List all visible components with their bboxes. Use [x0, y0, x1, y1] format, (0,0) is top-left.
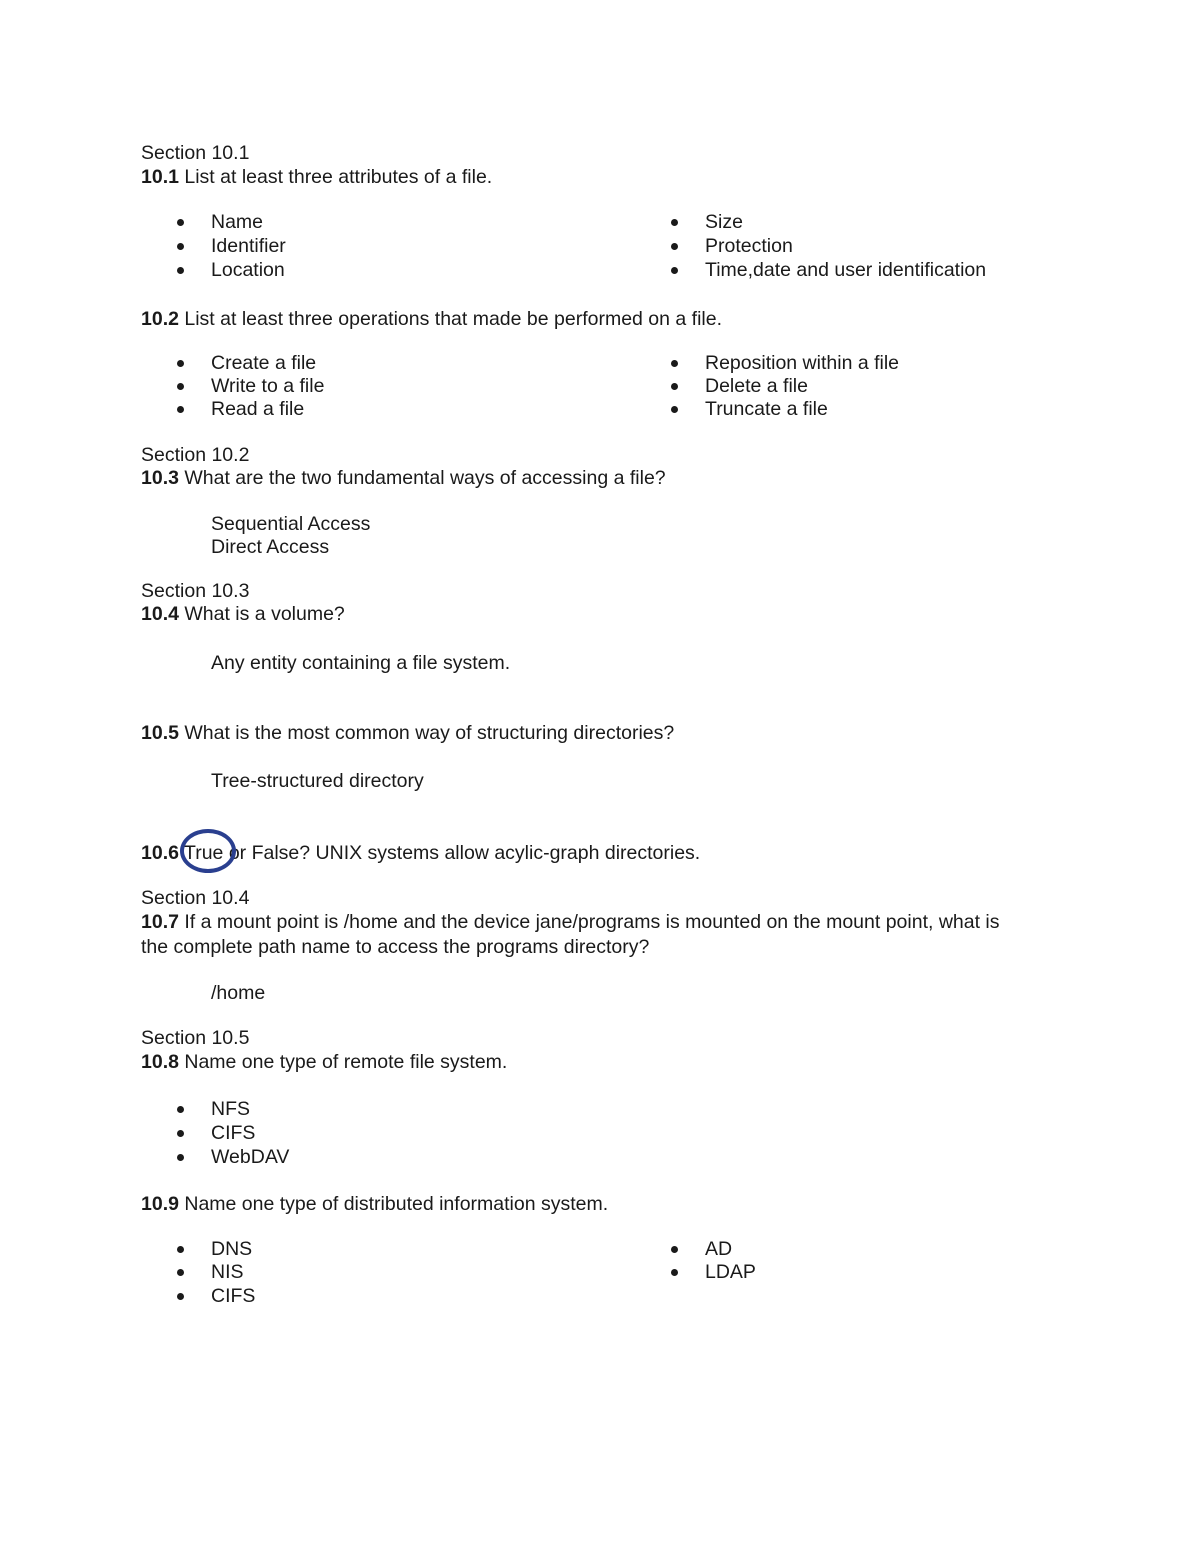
list-item: WebDAV [211, 1146, 290, 1168]
section-heading: Section 10.4 [141, 887, 250, 909]
question-10-7 [141, 913, 1000, 933]
bullet-icon [671, 1269, 678, 1276]
list-item: Read a file [211, 398, 305, 420]
answer-text: Sequential Access [211, 513, 371, 535]
question-text: What are the two fundamental ways of accessing a file? [184, 467, 666, 489]
list-item: Identifier [211, 235, 286, 257]
question-text: Name one type of remote file system. [184, 1051, 508, 1073]
list-item: CIFS [211, 1122, 256, 1144]
question-number: 10.9 [141, 1193, 179, 1215]
bullet-icon [177, 1246, 184, 1253]
bullet-icon [671, 243, 678, 250]
answer-text: Any entity containing a file system. [211, 652, 511, 674]
list-item: LDAP [705, 1261, 756, 1283]
bullet-icon [177, 1154, 184, 1161]
bullet-icon [177, 1269, 184, 1276]
list-item: AD [705, 1238, 733, 1260]
bullet-icon [177, 406, 184, 413]
question-text-continued: the complete path name to access the programs directory? [141, 936, 650, 958]
list-item: Name [211, 211, 264, 233]
bullet-icon [671, 406, 678, 413]
question-10-9 [141, 1195, 608, 1215]
list-item: CIFS [211, 1285, 256, 1307]
bullet-icon [177, 1106, 184, 1113]
list-item: DNS [211, 1238, 253, 1260]
bullet-icon [177, 1130, 184, 1137]
list-item: NFS [211, 1098, 250, 1120]
question-number: 10.3 [141, 467, 179, 489]
bullet-icon [177, 267, 184, 274]
question-10-3 [141, 469, 666, 489]
list-item: Truncate a file [705, 398, 828, 420]
question-10-5 [141, 724, 674, 744]
question-number: 10.1 [141, 166, 179, 188]
bullet-icon [177, 243, 184, 250]
question-number: 10.4 [141, 603, 179, 625]
list-item: NIS [211, 1261, 244, 1283]
bullet-icon [177, 219, 184, 226]
question-text: If a mount point is /home and the device jane/programs is mounted on the mount point, what is [184, 911, 1000, 933]
bullet-icon [671, 1246, 678, 1253]
question-number: 10.8 [141, 1051, 179, 1073]
list-item: Reposition within a file [705, 352, 900, 374]
question-number: 10.7 [141, 911, 179, 933]
list-item: Create a file [211, 352, 317, 374]
list-item: Time,date and user identification [705, 259, 987, 281]
question-text: or False? UNIX systems allow acylic-graph directories. [228, 842, 701, 864]
section-heading: Section 10.1 [141, 142, 250, 164]
question-number: 10.2 [141, 308, 179, 330]
question-text: What is the most common way of structuring directories? [184, 722, 675, 744]
bullet-icon [671, 360, 678, 367]
list-item: Location [211, 259, 285, 281]
list-item: Write to a file [211, 375, 325, 397]
list-item: Delete a file [705, 375, 808, 397]
question-10-8 [141, 1053, 507, 1073]
bullet-icon [671, 383, 678, 390]
answer-text: Direct Access [211, 536, 330, 558]
answer-circle-mark [180, 829, 236, 873]
bullet-icon [671, 219, 678, 226]
question-10-2 [141, 310, 722, 330]
question-text: List at least three attributes of a file. [184, 166, 493, 188]
bullet-icon [177, 1293, 184, 1300]
section-heading: Section 10.3 [141, 580, 250, 602]
list-item: Protection [705, 235, 793, 257]
section-heading: Section 10.5 [141, 1027, 250, 1049]
bullet-icon [177, 360, 184, 367]
question-text: List at least three operations that made be performed on a file. [184, 308, 723, 330]
answer-text: Tree-structured directory [211, 770, 424, 792]
list-item: Size [705, 211, 743, 233]
question-number: 10.6 [141, 842, 179, 864]
question-text: What is a volume? [184, 603, 345, 625]
true-answer: True [184, 842, 224, 864]
section-heading: Section 10.2 [141, 444, 250, 466]
bullet-icon [177, 383, 184, 390]
bullet-icon [671, 267, 678, 274]
answer-text: /home [211, 982, 266, 1004]
question-10-4 [141, 605, 345, 625]
question-text: Name one type of distributed information system. [184, 1193, 609, 1215]
question-number: 10.5 [141, 722, 179, 744]
question-10-1 [141, 168, 492, 188]
